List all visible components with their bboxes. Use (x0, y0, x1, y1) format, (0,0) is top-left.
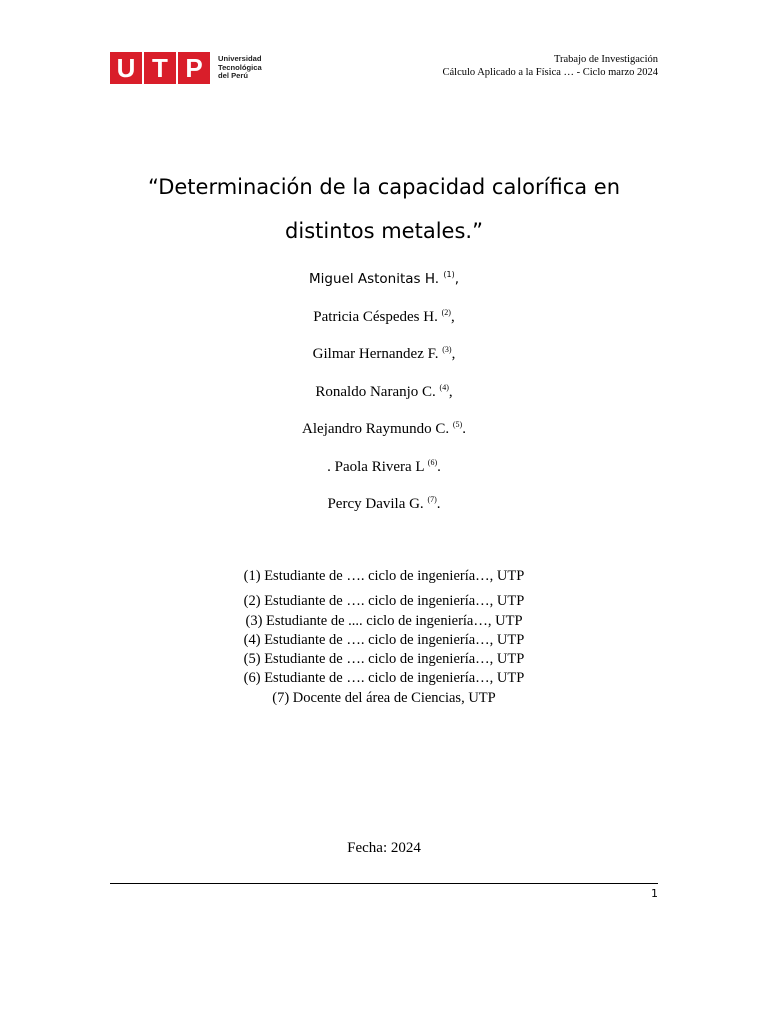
affiliation-list (0, 567, 768, 708)
logo-letter-t: T (144, 52, 176, 84)
header-line-1: Trabajo de Investigación (553, 54, 658, 65)
author-suffix: , (451, 346, 456, 362)
author-list (0, 262, 768, 525)
author-6 (0, 450, 768, 488)
affiliation-marker: (1) (443, 270, 455, 279)
affiliation-marker: (7) (427, 495, 437, 504)
logo-text-line-1: Universidad (218, 54, 262, 64)
author-suffix: . (436, 496, 441, 512)
author-5 (0, 412, 768, 450)
author-4 (0, 375, 768, 413)
author-name: Miguel Astonitas H. (308, 271, 444, 287)
logo-text-line-2: Tecnológica (218, 62, 262, 72)
affiliation-6: (6) Estudiante de …. ciclo de ingeniería…, UTP (243, 670, 525, 687)
footer-divider (110, 883, 658, 884)
utp-logo (110, 52, 262, 84)
author-3 (0, 337, 768, 375)
author-suffix: , (450, 308, 455, 325)
affiliation-5: (5) Estudiante de …. ciclo de ingeniería…, UTP (243, 651, 525, 668)
affiliation-marker: (2) (441, 307, 451, 317)
author-suffix: , (448, 383, 453, 400)
author-suffix: . (437, 458, 441, 475)
page-number: 1 (651, 887, 658, 900)
affiliation-1: (1) Estudiante de …. ciclo de ingeniería…, UTP (243, 568, 525, 584)
title-line-2: distintos metales.” (285, 219, 483, 243)
affiliation-4: (4) Estudiante de …. ciclo de ingeniería…, UTP (243, 631, 525, 648)
author-7 (0, 487, 768, 525)
author-suffix: , (454, 271, 460, 287)
author-name: Percy Davila G. (327, 496, 428, 512)
logo-letter-p: P (178, 52, 210, 84)
author-name: Paola Rivera L (334, 458, 428, 475)
author-2 (0, 300, 768, 338)
author-suffix: . (462, 421, 466, 437)
author-prefix: . (327, 458, 335, 475)
running-header (443, 53, 659, 79)
affiliation-2: (2) Estudiante de …. ciclo de ingeniería…, UTP (243, 593, 525, 610)
logo-text-line-3: del Perú (218, 71, 248, 81)
author-1 (0, 262, 768, 300)
document-date: Fecha: 2024 (347, 840, 421, 856)
affiliation-marker: (4) (439, 382, 449, 392)
author-name: Alejandro Raymundo C. (302, 421, 453, 437)
affiliation-marker: (5) (452, 420, 463, 429)
document-title (0, 165, 768, 253)
header-line-2: Cálculo Aplicado a la Física … - Ciclo marzo 2024 (442, 67, 658, 78)
affiliation-3: (3) Estudiante de .... ciclo de ingeniería…, UTP (245, 612, 523, 629)
title-line-1: “Determinación de la capacidad calorífica en (147, 175, 621, 199)
affiliation-marker: (3) (442, 345, 452, 354)
affiliation-marker: (6) (427, 457, 438, 467)
author-name: Patricia Céspedes H. (313, 308, 442, 325)
affiliation-7: (7) Docente del área de Ciencias, UTP (272, 689, 496, 706)
logo-wordmark (218, 55, 262, 80)
logo-letter-u: U (110, 52, 142, 84)
author-name: Gilmar Hernandez F. (312, 346, 443, 362)
author-name: Ronaldo Naranjo C. (315, 383, 440, 400)
